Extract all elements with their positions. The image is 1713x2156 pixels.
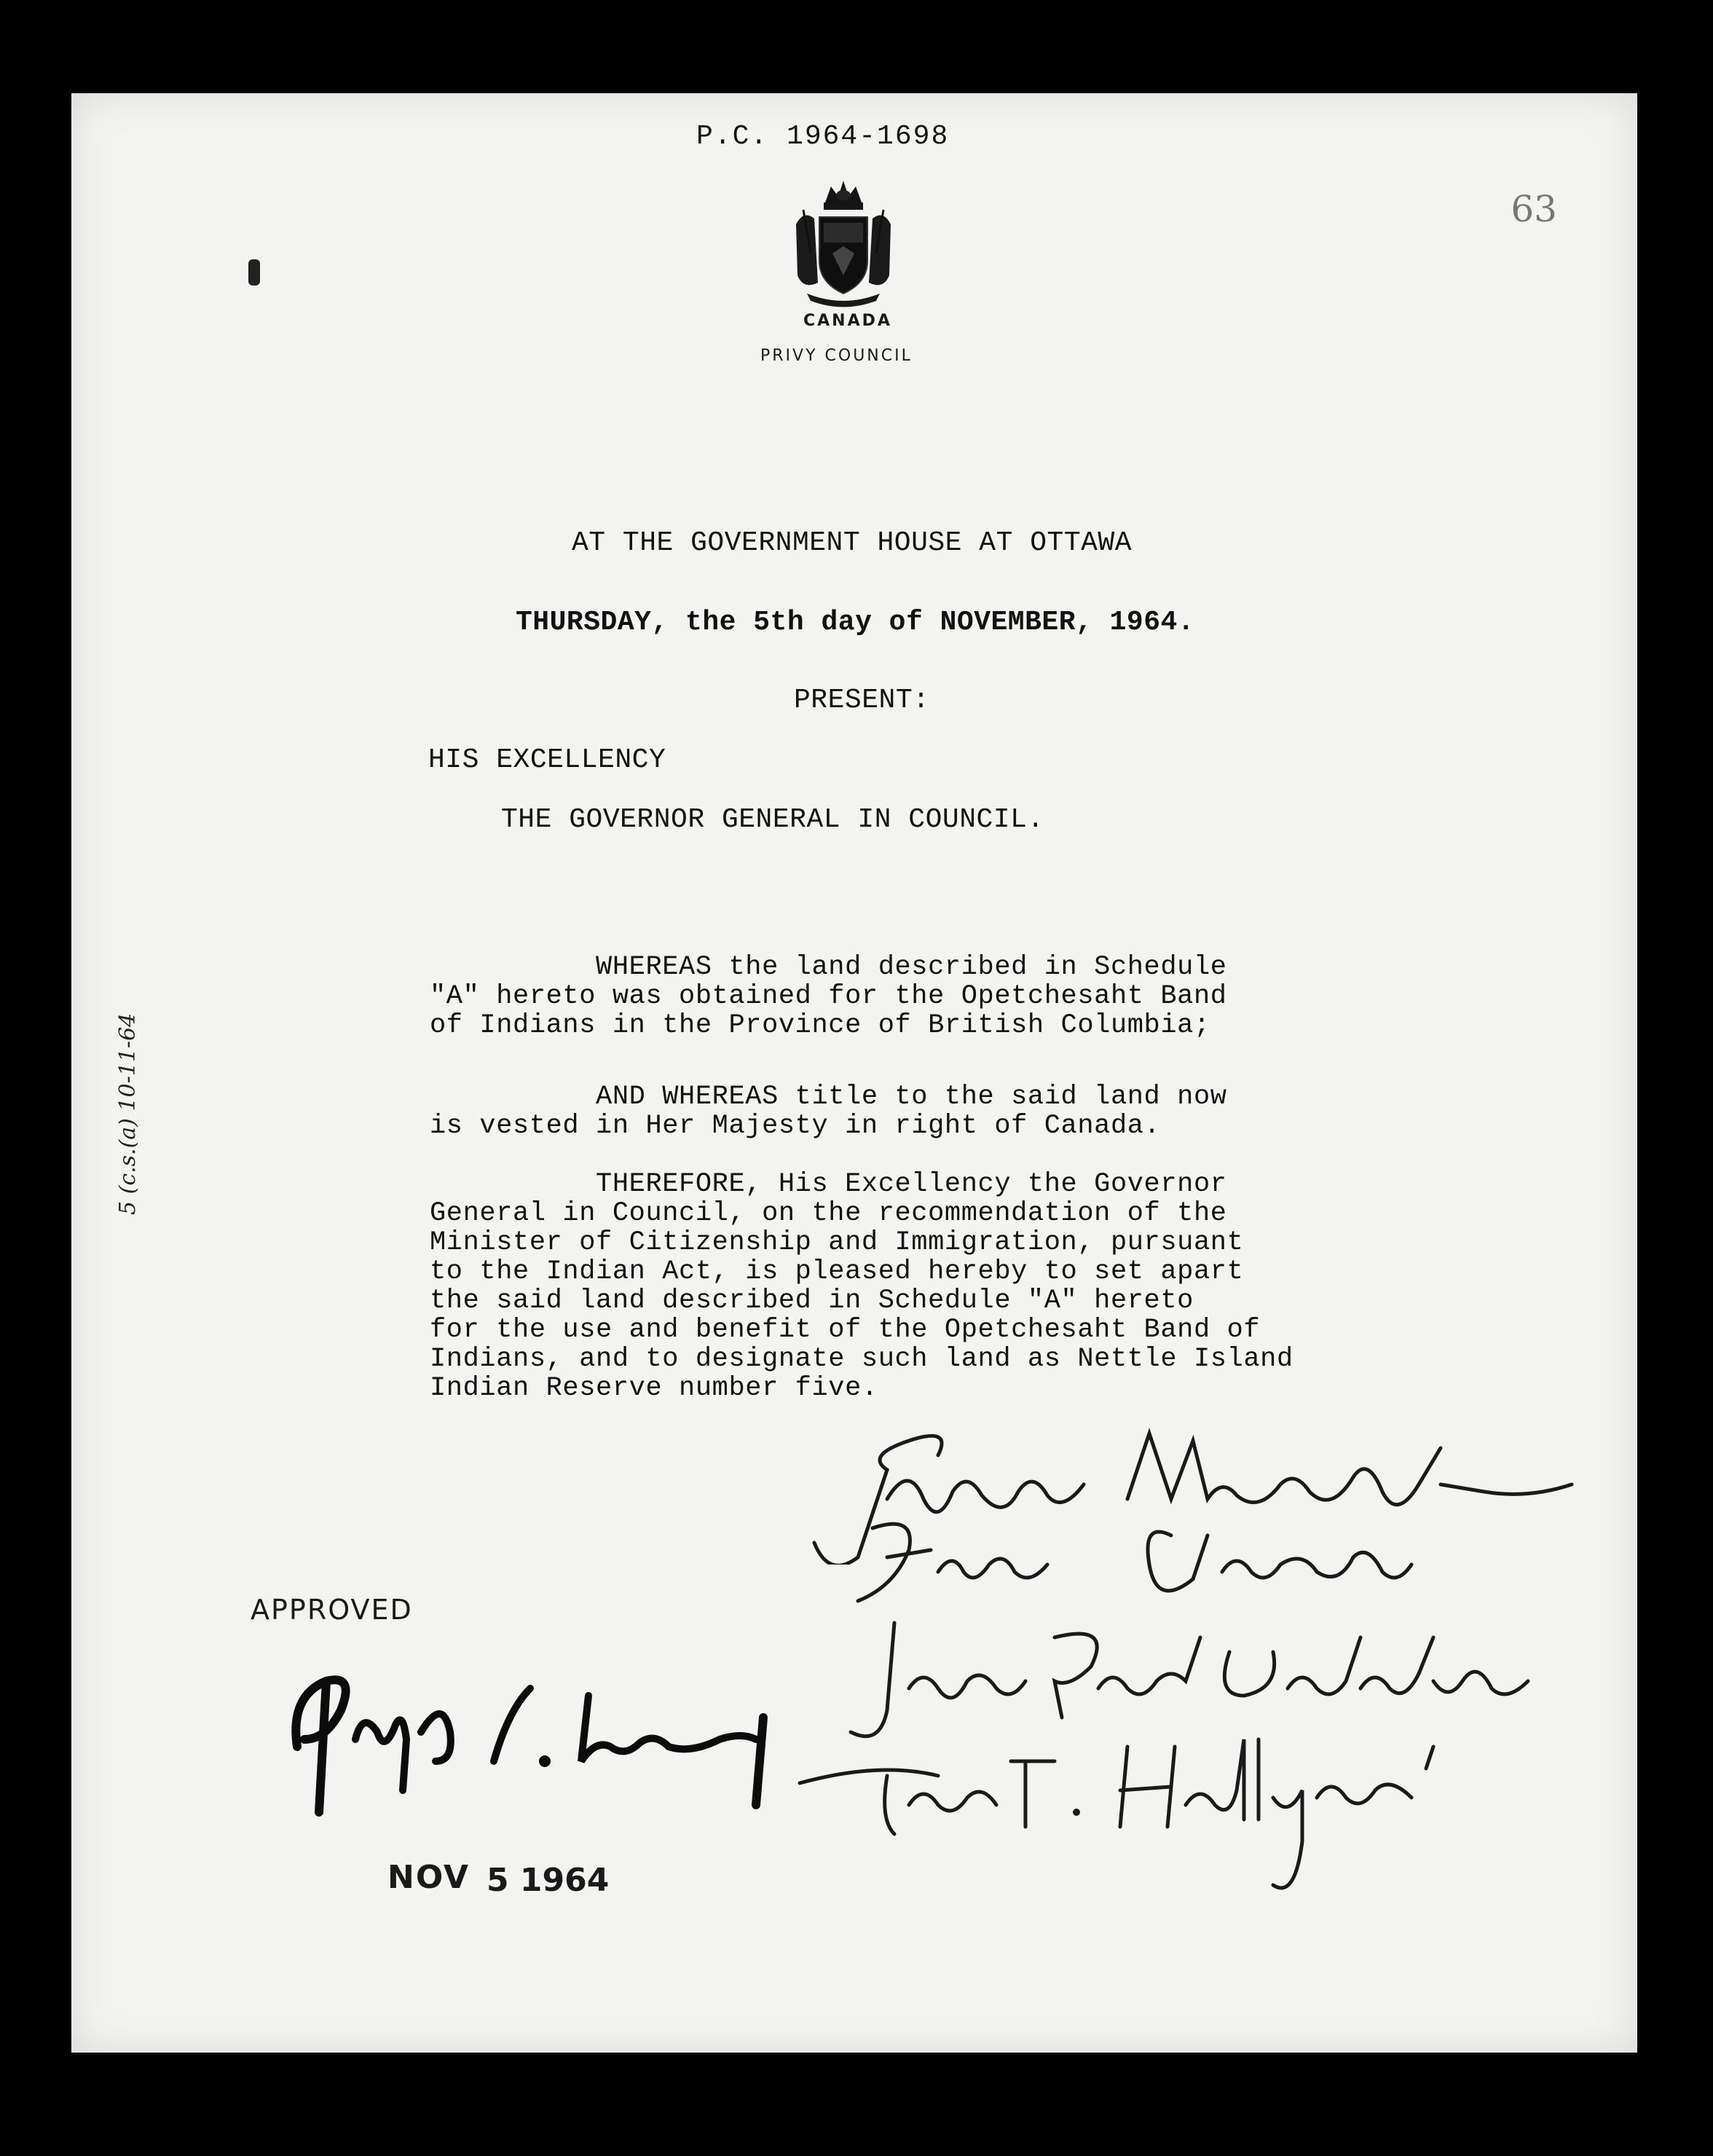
body-line: for the use and benefit of the Opetchesaht Band of	[430, 1315, 1261, 1345]
paragraph-whereas	[430, 953, 1449, 1098]
body-line: AND WHEREAS title to the said land now	[430, 1082, 1227, 1112]
office-title: PRIVY COUNCIL	[760, 347, 913, 365]
present-heading: PRESENT:	[794, 685, 930, 716]
body-line: THEREFORE, His Excellency the Governor	[430, 1169, 1227, 1200]
document-page	[71, 93, 1637, 2053]
presence-line-2: THE GOVERNOR GENERAL IN COUNCIL.	[501, 804, 1044, 835]
stamp-day-year: 5 1964	[487, 1862, 610, 1899]
body-line: to the Indian Act, is pleased hereby to set apart	[430, 1256, 1244, 1287]
approved-label: APPROVED	[251, 1594, 413, 1626]
page-number: 63	[1511, 188, 1557, 230]
punch-hole	[248, 259, 260, 286]
minister-signature-hellyer	[792, 1718, 1521, 1907]
body-line: the said land described in Schedule "A" hereto	[430, 1286, 1194, 1316]
stamp-month: NOV	[387, 1859, 470, 1896]
body-line: General in Council, on the recommendation of the	[430, 1198, 1227, 1229]
body-line: Indians, and to designate such land as Nettle Island	[430, 1344, 1293, 1374]
date-heading: THURSDAY, the 5th day of NOVEMBER, 1964.	[516, 607, 1195, 638]
paragraph-therefore	[430, 1170, 1449, 1417]
body-line: Minister of Citizenship and Immigration, pursuant	[430, 1227, 1244, 1258]
canada-coat-of-arms-icon	[789, 173, 898, 312]
body-line: WHEREAS the land described in Schedule	[430, 952, 1227, 983]
presence-line-1: HIS EXCELLENCY	[428, 744, 666, 776]
body-line: of Indians in the Province of British Columbia;	[430, 1010, 1210, 1041]
body-line: Indian Reserve number five.	[430, 1373, 878, 1404]
body-line: "A" hereto was obtained for the Opetchesaht Band	[430, 981, 1227, 1012]
margin-note: 5 (c.s.(a) 10-11-64	[115, 1012, 141, 1215]
governor-general-signature	[275, 1652, 814, 1819]
order-number: P.C. 1964-1698	[696, 121, 950, 152]
minister-signature-favreau	[829, 1506, 1484, 1616]
crest-caption: CANADA	[803, 312, 892, 330]
body-line: is vested in Her Majesty in right of Canada.	[430, 1111, 1161, 1141]
place-heading: AT THE GOVERNMENT HOUSE AT OTTAWA	[572, 527, 1133, 559]
